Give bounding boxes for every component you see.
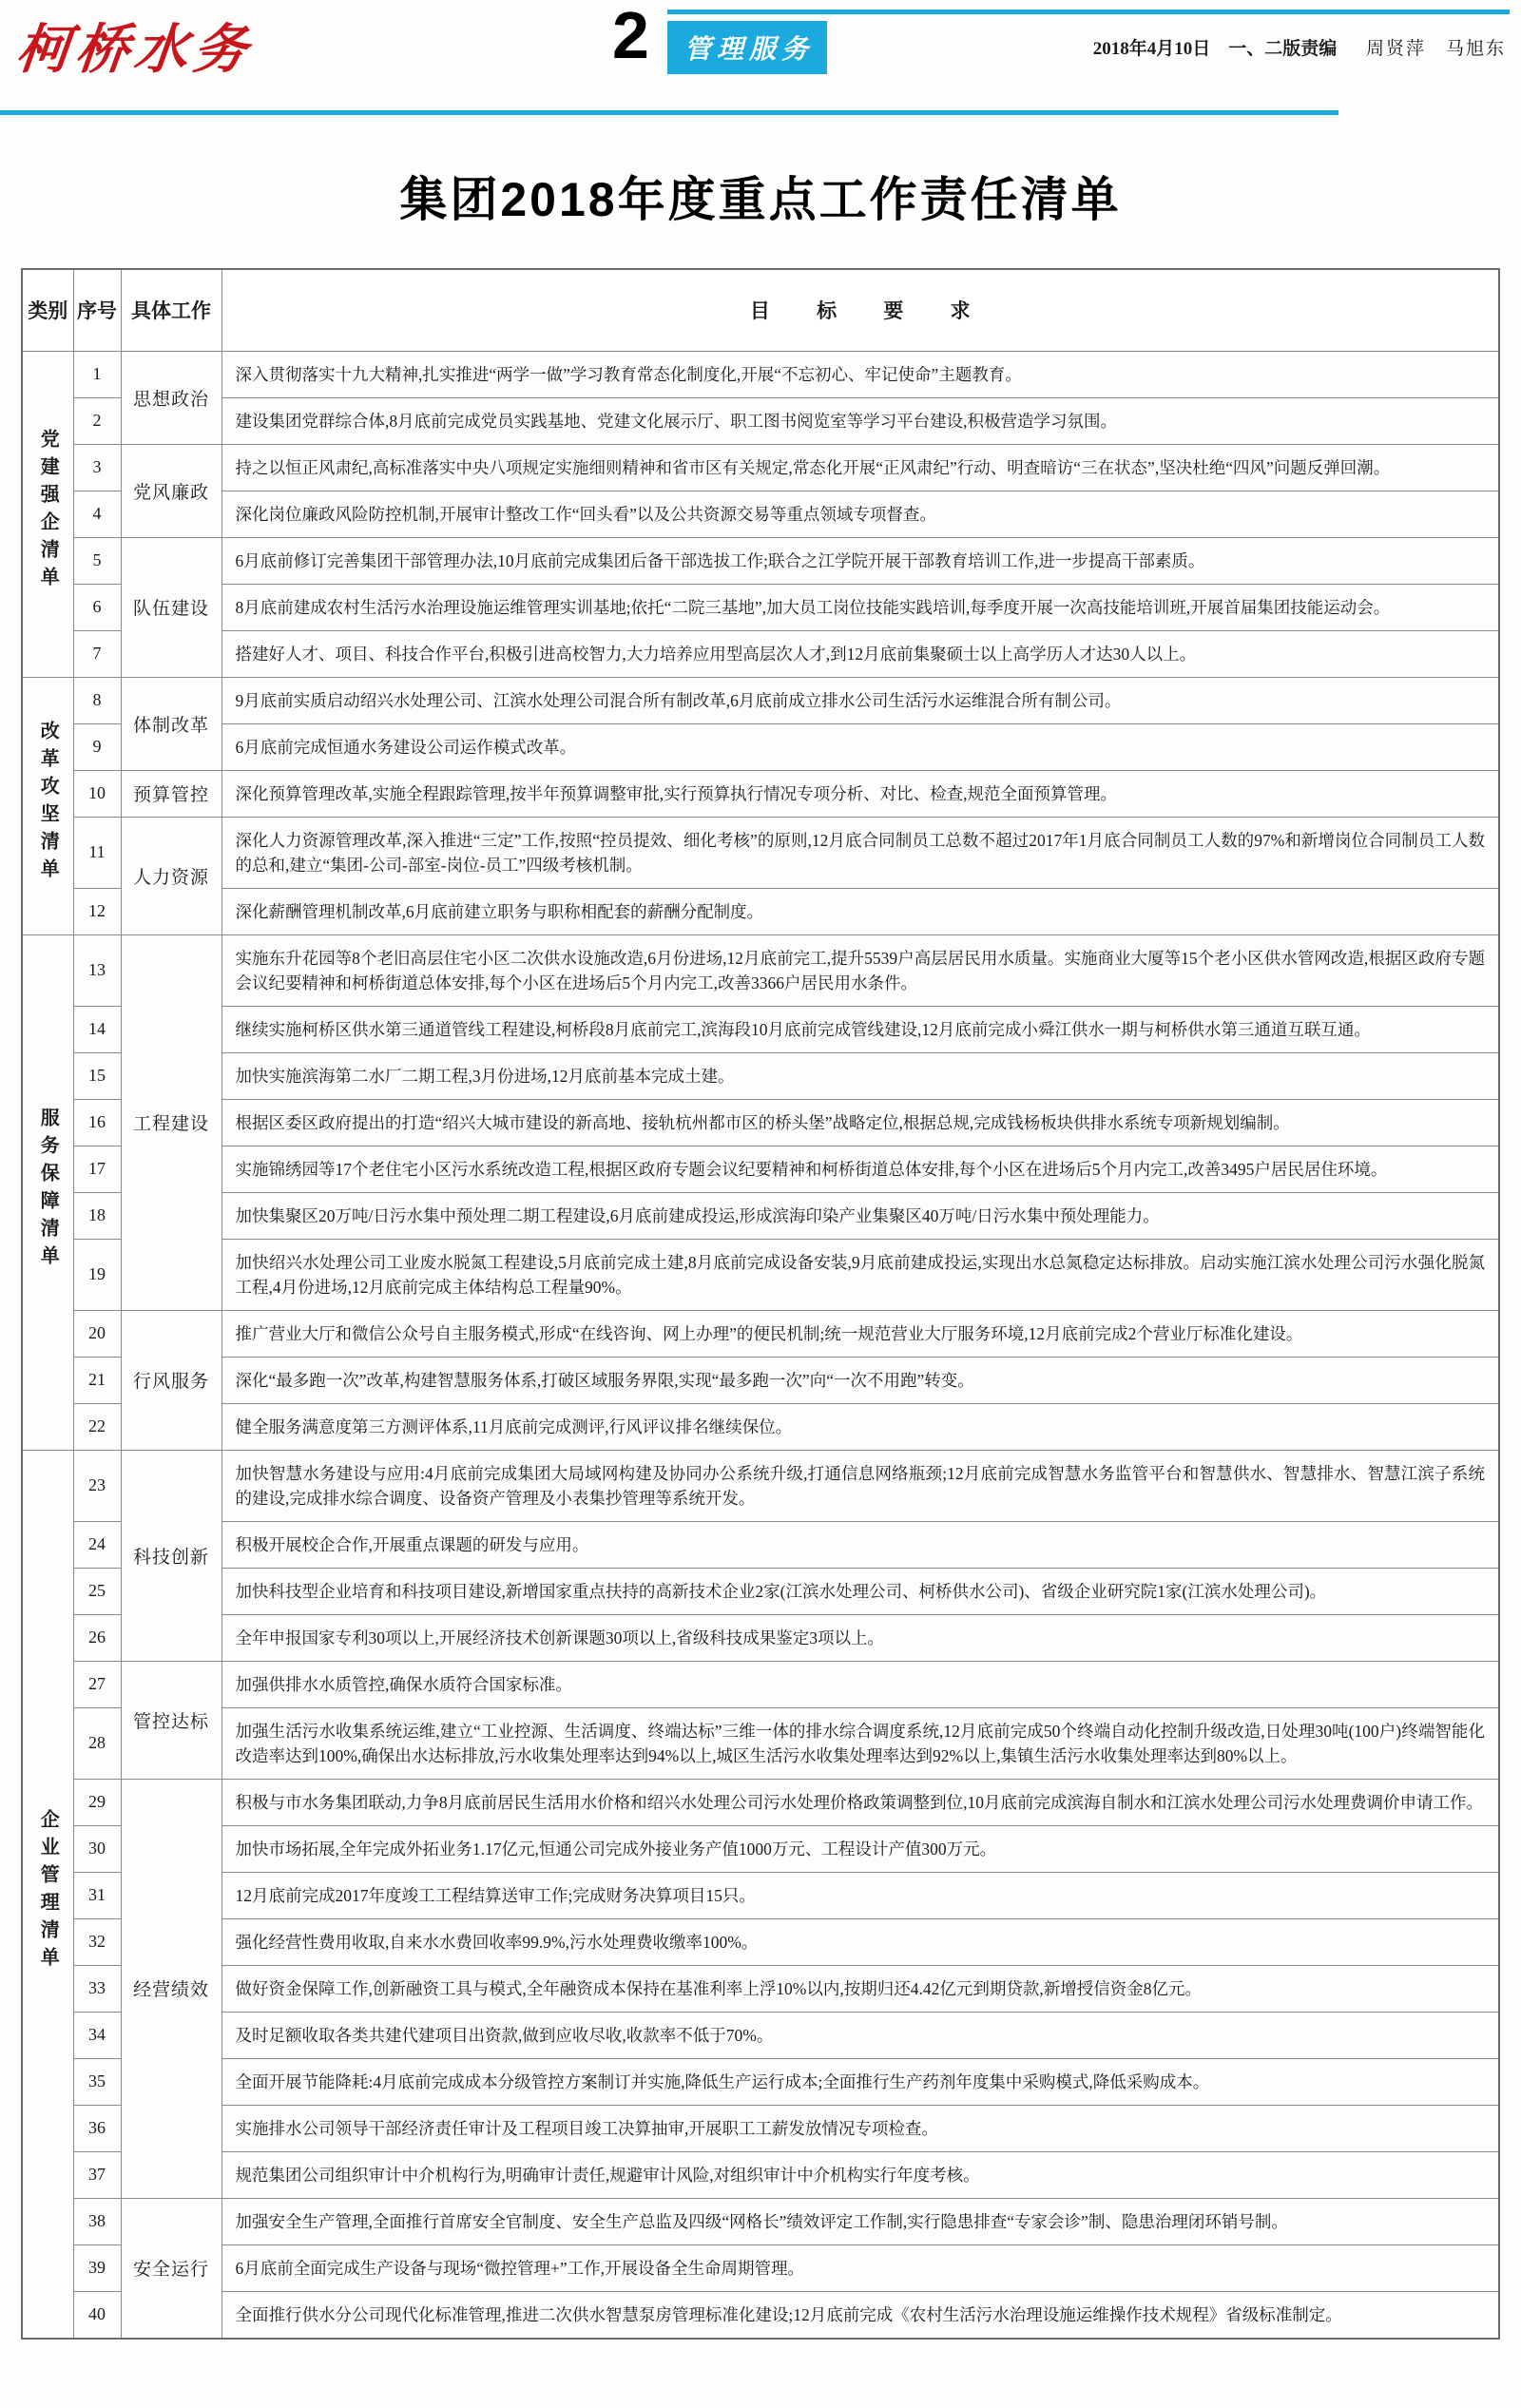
target-cell: 及时足额收取各类共建代建项目出资款,做到应收尽收,收款率不低于70%。 <box>221 2012 1499 2058</box>
target-cell: 深入贯彻落实十九大精神,扎实推进“两学一做”学习教育常态化制度化,开展“不忘初心、牢记使命”主题教育。 <box>221 351 1499 397</box>
target-cell: 推广营业大厅和微信公众号自主服务模式,形成“在线咨询、网上办理”的便民机制;统一规范营业大厅服务环境,12月底前完成2个营业厅标准化建设。 <box>221 1310 1499 1357</box>
index-cell: 28 <box>73 1707 121 1779</box>
target-cell: 实施锦绣园等17个老住宅小区污水系统改造工程,根据区政府专题会议纪要精神和柯桥街道总体安排,每个小区在进场后5个月内完工,改善3495户居民居住环境。 <box>221 1146 1499 1192</box>
table-row <box>22 1614 1499 1661</box>
table-row <box>22 677 1499 723</box>
index-cell: 1 <box>73 351 121 397</box>
index-cell: 39 <box>73 2244 121 2291</box>
worklist-table <box>21 268 1500 2340</box>
target-cell: 12月底前完成2017年度竣工工程结算送审工作;完成财务决算项目15只。 <box>221 1872 1499 1918</box>
index-cell: 8 <box>73 677 121 723</box>
target-cell: 搭建好人才、项目、科技合作平台,积极引进高校智力,大力培养应用型高层次人才,到12月底前集聚硕士以上高学历人才达30人以上。 <box>221 630 1499 677</box>
index-cell: 3 <box>73 444 121 491</box>
index-cell: 11 <box>73 817 121 888</box>
target-cell: 9月底前实质启动绍兴水处理公司、江滨水处理公司混合所有制改革,6月底前成立排水公司生活污水运维混合所有制公司。 <box>221 677 1499 723</box>
target-cell: 加快实施滨海第二水厂二期工程,3月份进场,12月底前基本完成土建。 <box>221 1052 1499 1099</box>
index-cell: 31 <box>73 1872 121 1918</box>
index-cell: 4 <box>73 491 121 537</box>
index-cell: 36 <box>73 2105 121 2151</box>
index-cell: 6 <box>73 584 121 630</box>
table-row <box>22 2244 1499 2291</box>
index-cell: 27 <box>73 1661 121 1707</box>
target-cell: 实施排水公司领导干部经济责任审计及工程项目竣工决算抽审,开展职工工薪发放情况专项检查。 <box>221 2105 1499 2151</box>
index-cell: 5 <box>73 537 121 584</box>
index-cell: 23 <box>73 1450 121 1521</box>
work-cell: 思想政治 <box>121 351 221 444</box>
masthead <box>0 0 1521 116</box>
header-category: 类别 <box>22 269 73 351</box>
target-cell: 深化薪酬管理机制改革,6月底前建立职务与职称相配套的薪酬分配制度。 <box>221 888 1499 934</box>
category-label: 服务保障清单 <box>37 1107 59 1273</box>
table-row <box>22 1568 1499 1614</box>
table-row <box>22 2198 1499 2244</box>
category-cell <box>22 351 73 677</box>
work-cell: 工程建设 <box>121 934 221 1310</box>
table-row <box>22 2291 1499 2339</box>
table-row <box>22 1825 1499 1872</box>
table-row <box>22 397 1499 444</box>
target-cell: 加强供排水水质管控,确保水质符合国家标准。 <box>221 1661 1499 1707</box>
target-cell: 深化人力资源管理改革,深入推进“三定”工作,按照“控员提效、细化考核”的原则,12月底合同制员工总数不超过2017年1月底合同制员工人数的97%和新增岗位合同制员工人数的总和,建立“集团-公司-部室-岗位-员工”四级考核机制。 <box>221 817 1499 888</box>
target-cell: 强化经营性费用收取,自来水水费回收率99.9%,污水处理费收缴率100%。 <box>221 1918 1499 1965</box>
table-row <box>22 537 1499 584</box>
table-row <box>22 1310 1499 1357</box>
category-cell <box>22 1450 73 2339</box>
target-cell: 加快集聚区20万吨/日污水集中预处理二期工程建设,6月底前建成投运,形成滨海印染产业集聚区40万吨/日污水集中预处理能力。 <box>221 1192 1499 1239</box>
target-cell: 深化“最多跑一次”改革,构建智慧服务体系,打破区域服务界限,实现“最多跑一次”向“一次不用跑”转变。 <box>221 1357 1499 1403</box>
table-row <box>22 1707 1499 1779</box>
target-cell: 继续实施柯桥区供水第三通道管线工程建设,柯桥段8月底前完工,滨海段10月底前完成管线建设,12月底前完成小舜江供水一期与柯桥供水第三通道互联互通。 <box>221 1006 1499 1052</box>
index-cell: 25 <box>73 1568 121 1614</box>
target-cell: 根据区委区政府提出的打造“绍兴大城市建设的新高地、接轨杭州都市区的桥头堡”战略定位,根据总规,完成钱杨板块供排水系统专项新规划编制。 <box>221 1099 1499 1146</box>
index-cell: 32 <box>73 1918 121 1965</box>
table-row <box>22 1450 1499 1521</box>
header-work: 具体工作 <box>121 269 221 351</box>
target-cell: 加强安全生产管理,全面推行首席安全官制度、安全生产总监及四级“网格长”绩效评定工作制,实行隐患排查“专家会诊”制、隐患治理闭环销号制。 <box>221 2198 1499 2244</box>
index-cell: 17 <box>73 1146 121 1192</box>
date-editors-label: 2018年4月10日 一、二版责编 <box>1092 39 1338 59</box>
table-row <box>22 2151 1499 2198</box>
page-title: 集团2018年度重点工作责任清单 <box>399 173 1122 226</box>
work-cell: 党风廉政 <box>121 444 221 537</box>
index-cell: 2 <box>73 397 121 444</box>
table-row <box>22 1357 1499 1403</box>
section-rule <box>667 10 1510 14</box>
index-cell: 22 <box>73 1403 121 1450</box>
index-cell: 19 <box>73 1239 121 1310</box>
index-cell: 16 <box>73 1099 121 1146</box>
page-number: 2 <box>612 0 649 72</box>
index-cell: 26 <box>73 1614 121 1661</box>
dateline <box>1093 34 1506 60</box>
table-row <box>22 584 1499 630</box>
table-row <box>22 444 1499 491</box>
table-row <box>22 934 1499 1006</box>
editor-names: 周贤萍 马旭东 <box>1365 39 1506 59</box>
table-row <box>22 1052 1499 1099</box>
target-cell: 加强生活污水收集系统运维,建立“工业控源、生活调度、终端达标”三维一体的排水综合调度系统,12月底前完成50个终端自动化控制升级改造,日处理30吨(100户)终端智能化改造率达到100%,确保出水达标排放,污水收集处理率达到94%以上,城区生活污水收集处理率达到92%以上,集镇生活污水收集处理率达到80%以上。 <box>221 1707 1499 1779</box>
work-cell: 队伍建设 <box>121 537 221 677</box>
target-cell: 6月底前修订完善集团干部管理办法,10月底前完成集团后备干部选拔工作;联合之江学院开展干部教育培训工作,进一步提高干部素质。 <box>221 537 1499 584</box>
work-cell: 体制改革 <box>121 677 221 770</box>
index-cell: 29 <box>73 1779 121 1825</box>
target-cell: 积极开展校企合作,开展重点课题的研发与应用。 <box>221 1521 1499 1568</box>
work-cell: 管控达标 <box>121 1661 221 1779</box>
index-cell: 35 <box>73 2058 121 2105</box>
target-cell: 加快绍兴水处理公司工业废水脱氮工程建设,5月底前完成土建,8月底前完成设备安装,9月底前建成投运,实现出水总氮稳定达标排放。启动实施江滨水处理公司污水强化脱氮工程,4月份进场,12月底前完成主体结构总工程量90%。 <box>221 1239 1499 1310</box>
index-cell: 34 <box>73 2012 121 2058</box>
target-cell: 全年申报国家专利30项以上,开展经济技术创新课题30项以上,省级科技成果鉴定3项以上。 <box>221 1614 1499 1661</box>
table-row <box>22 2058 1499 2105</box>
work-cell: 安全运行 <box>121 2198 221 2339</box>
table-header-row <box>22 269 1499 351</box>
newspaper-logo: 柯桥水务 <box>13 21 256 80</box>
table-row <box>22 2105 1499 2151</box>
target-cell: 积极与市水务集团联动,力争8月底前居民生活用水价格和绍兴水处理公司污水处理价格政策调整到位,10月底前完成滨海自制水和江滨水处理公司污水处理费调价申请工作。 <box>221 1779 1499 1825</box>
masthead-rule <box>0 110 1338 115</box>
target-cell: 健全服务满意度第三方测评体系,11月底前完成测评,行风评议排名继续保位。 <box>221 1403 1499 1450</box>
category-cell <box>22 677 73 934</box>
target-cell: 实施东升花园等8个老旧高层住宅小区二次供水设施改造,6月份进场,12月底前完工,提升5539户高层居民用水质量。实施商业大厦等15个老小区供水管网改造,根据区政府专题会议纪要精神和柯桥街道总体安排,每个小区在进场后5个月内完工,改善3366户居民用水条件。 <box>221 934 1499 1006</box>
index-cell: 24 <box>73 1521 121 1568</box>
header-target: 目 标 要 求 <box>221 269 1499 351</box>
index-cell: 14 <box>73 1006 121 1052</box>
table-row <box>22 2012 1499 2058</box>
index-cell: 30 <box>73 1825 121 1872</box>
index-cell: 33 <box>73 1965 121 2012</box>
target-cell: 持之以恒正风肃纪,高标准落实中央八项规定实施细则精神和省市区有关规定,常态化开展“正风肃纪”行动、明查暗访“三在状态”,坚决杜绝“四风”问题反弹回潮。 <box>221 444 1499 491</box>
target-cell: 6月底前完成恒通水务建设公司运作模式改革。 <box>221 723 1499 770</box>
target-cell: 全面推行供水分公司现代化标准管理,推进二次供水智慧泵房管理标准化建设;12月底前完成《农村生活污水治理设施运维操作技术规程》省级标准制定。 <box>221 2291 1499 2339</box>
table-row <box>22 1099 1499 1146</box>
target-cell: 加快科技型企业培育和科技项目建设,新增国家重点扶持的高新技术企业2家(江滨水处理公司、柯桥供水公司)、省级企业研究院1家(江滨水处理公司)。 <box>221 1568 1499 1614</box>
table-row <box>22 1239 1499 1310</box>
table-row <box>22 1146 1499 1192</box>
target-cell: 6月底前全面完成生产设备与现场“微控管理+”工作,开展设备全生命周期管理。 <box>221 2244 1499 2291</box>
category-cell <box>22 934 73 1450</box>
category-label: 党建强企清单 <box>37 429 59 594</box>
work-cell: 人力资源 <box>121 817 221 934</box>
table-row <box>22 1965 1499 2012</box>
target-cell: 规范集团公司组织审计中介机构行为,明确审计责任,规避审计风险,对组织审计中介机构实行年度考核。 <box>221 2151 1499 2198</box>
category-label: 企业管理清单 <box>37 1808 59 1975</box>
table-row <box>22 1779 1499 1825</box>
target-cell: 深化预算管理改革,实施全程跟踪管理,按半年预算调整审批,实行预算执行情况专项分析、对比、检查,规范全面预算管理。 <box>221 770 1499 817</box>
index-cell: 15 <box>73 1052 121 1099</box>
table-row <box>22 770 1499 817</box>
work-cell: 经营绩效 <box>121 1779 221 2198</box>
worklist-body <box>22 351 1499 2339</box>
table-row <box>22 630 1499 677</box>
index-cell: 12 <box>73 888 121 934</box>
table-row <box>22 1661 1499 1707</box>
target-cell: 8月底前建成农村生活污水治理设施运维管理实训基地;依托“二院三基地”,加大员工岗位技能实践培训,每季度开展一次高技能培训班,开展首届集团技能运动会。 <box>221 584 1499 630</box>
table-row <box>22 1006 1499 1052</box>
table-row <box>22 351 1499 397</box>
index-cell: 20 <box>73 1310 121 1357</box>
index-cell: 18 <box>73 1192 121 1239</box>
index-cell: 9 <box>73 723 121 770</box>
index-cell: 38 <box>73 2198 121 2244</box>
target-cell: 做好资金保障工作,创新融资工具与模式,全年融资成本保持在基准利率上浮10%以内,按期归还4.42亿元到期贷款,新增授信资金8亿元。 <box>221 1965 1499 2012</box>
table-row <box>22 817 1499 888</box>
table-row <box>22 491 1499 537</box>
target-cell: 全面开展节能降耗:4月底前完成成本分级管控方案制订并实施,降低生产运行成本;全面推行生产药剂年度集中采购模式,降低采购成本。 <box>221 2058 1499 2105</box>
header-index: 序号 <box>73 269 121 351</box>
index-cell: 10 <box>73 770 121 817</box>
index-cell: 21 <box>73 1357 121 1403</box>
target-cell: 加快市场拓展,全年完成外拓业务1.17亿元,恒通公司完成外接业务产值1000万元、工程设计产值300万元。 <box>221 1825 1499 1872</box>
table-row <box>22 888 1499 934</box>
category-label: 改革攻坚清单 <box>37 721 59 886</box>
table-row <box>22 1403 1499 1450</box>
table-row <box>22 1872 1499 1918</box>
work-cell: 科技创新 <box>121 1450 221 1661</box>
target-cell: 深化岗位廉政风险防控机制,开展审计整改工作“回头看”以及公共资源交易等重点领域专项督查。 <box>221 491 1499 537</box>
index-cell: 40 <box>73 2291 121 2339</box>
index-cell: 7 <box>73 630 121 677</box>
target-cell: 加快智慧水务建设与应用:4月底前完成集团大局域网构建及协同办公系统升级,打通信息网络瓶颈;12月底前完成智慧水务监管平台和智慧供水、智慧排水、智慧江滨子系统的建设,完成排水综合调度、设备资产管理及小表集抄管理等系统开发。 <box>221 1450 1499 1521</box>
table-row <box>22 1918 1499 1965</box>
index-cell: 13 <box>73 934 121 1006</box>
table-row <box>22 1192 1499 1239</box>
work-cell: 行风服务 <box>121 1310 221 1450</box>
work-cell: 预算管控 <box>121 770 221 817</box>
table-row <box>22 723 1499 770</box>
target-cell: 建设集团党群综合体,8月底前完成党员实践基地、党建文化展示厅、职工图书阅览室等学习平台建设,积极营造学习氛围。 <box>221 397 1499 444</box>
table-row <box>22 1521 1499 1568</box>
section-badge: 管理服务 <box>667 21 827 74</box>
index-cell: 37 <box>73 2151 121 2198</box>
